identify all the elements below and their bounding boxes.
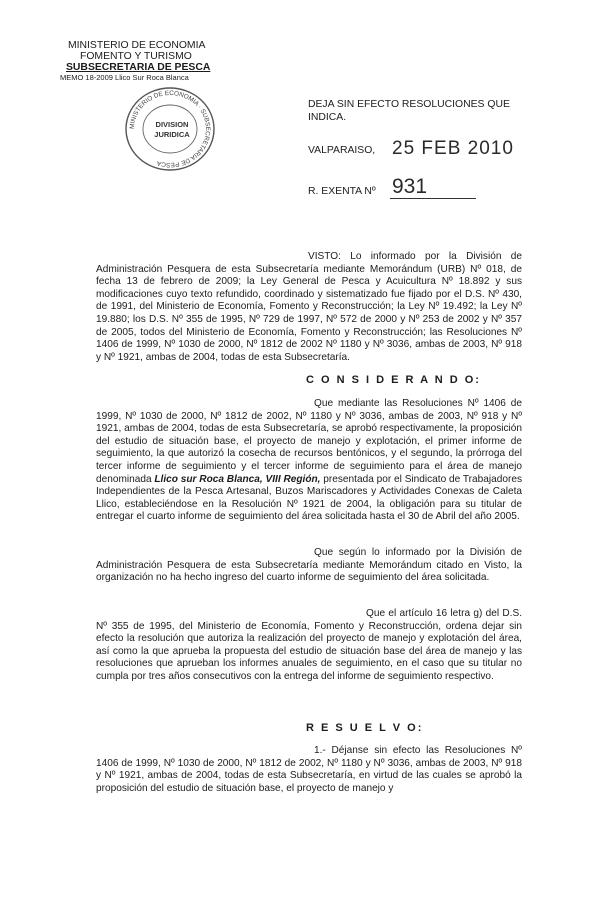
resolution-subject [308, 98, 510, 124]
seal-center-line-2: JURIDICA [154, 130, 190, 139]
resuelvo-paragraph-1 [96, 745, 522, 795]
considerando-3-lead: Que el artículo 16 letra g) del D.S. Nº 355 [96, 608, 522, 632]
considerando-paragraph-2 [96, 547, 522, 585]
memo-reference: MEMO 18-2009 Llico Sur Roca Blanca [60, 73, 189, 82]
ministry-name-2: FOMENTO Y TURISMO [80, 51, 192, 62]
visto-body: Administración Pesquera de esta Subsecretaría mediante Memorándum (URB) Nº 018, de fecha 13 de febrero de 2009; la Ley General de Pesca y Acuicultura Nº 18.892 y sus modificaciones cuyo texto refundido, coordinado y sistematizado fue fijado por el D.S. Nº 430, de 1991, del Ministerio de Economía, Fomento y Reconstrucción; la Ley Nº 19.492; la Ley Nº 19.880; los D.S. Nº 355 de 1995, Nº 729 de 1997, Nº 572 de 2000 y Nº 253 de 2002 y Nº 357 de 2005, todos del Ministerio de Economía, Fomento y Reconstrucción; las Resoluciones Nº 1406 de 1999, Nº 1030 de 2000, Nº 1812 de 2002 Nº 1180 y Nº 3036, ambas de 2003, Nº 918 y Nº 1921, ambas de 2004, todas de esta Subsecretaría. [96, 263, 522, 363]
visto-lead: VISTO: Lo informado por la División de [308, 251, 522, 262]
considerando-1-lead: Que mediante las Resoluciones Nº 1406 de [314, 398, 522, 409]
considerando-1-body-b: presentada por el Sindicato de Trabajadores Independientes de la Pesca Artesanal, Buzos Mariscadores y Actividades Conexas de Caleta Llico, estableciéndose en la Resolución Nº 1921 de 2004, la obligación para su titular de entregar el cuarto informe de seguimiento del área solicitada hasta el 30 de Abril del año 2005. [96, 473, 522, 523]
place-label: VALPARAISO, [308, 145, 376, 156]
considerando-3-body: de 1995, del Ministerio de Economía, Fomento y Reconstrucción, ordena dejar sin efecto la resolución que autoriza la realización del proyecto de manejo y explotación del área, así como la que aprueba la propuesta del estudio de situación base del área de manejo y las resoluciones que aprueban los informes anuales de seguimiento, en el caso que su titular no cumpla por tres años consecutivos con la entrega del informe de seguimiento respectivo. [96, 620, 522, 682]
resolution-number: 931 [392, 175, 428, 198]
ministry-name: MINISTERIO DE ECONOMIA [68, 40, 206, 51]
considerando-1-body-a: 1999, Nº 1030 de 2000, Nº 1812 de 2002, Nº 1180 y Nº 3036, ambas de 2003, Nº 918 y Nº 1921, ambas de 2004, todas de esta Subsecretaría, se aprobó respectivamente, la proposición del estudio de situación base, el proyecto de manejo y explotación, el primer informe de seguimiento, la que autorizó la cosecha de recursos bentónicos, y el segundo, la prórroga del tercer informe de seguimiento y el tercer informe de seguimiento para el área de manejo denominada [96, 410, 522, 485]
resuelvo-heading: R E S U E L V O: [306, 722, 424, 734]
management-area-name: Llico sur Roca Blanca, VIII Región, [154, 473, 321, 485]
letterhead [60, 40, 260, 83]
considerando-paragraph-1 [96, 398, 522, 524]
seal-ring-text: MINISTERIO DE ECONOMIA · SUBSECRETARIA DE PESCA [128, 89, 212, 169]
considerando-heading: C O N S I D E R A N D O: [306, 374, 481, 386]
subject-line-1: DEJA SIN EFECTO RESOLUCIONES QUE [308, 99, 510, 110]
undersecretary-name: SUBSECRETARIA DE PESCA [66, 62, 211, 73]
considerando-2-body: Administración Pesquera de esta Subsecretaría mediante Memorándum citado en Visto, la organización no ha hecho ingreso del cuarto informe de seguimiento del área solicitada. [96, 559, 522, 584]
considerando-paragraph-3 [96, 608, 522, 684]
considerando-2-lead: Que según lo informado por la División de [314, 547, 522, 558]
resolution-number-underline [390, 198, 476, 199]
resuelvo-1-lead: 1.- Déjanse sin efecto las Resoluciones Nº [314, 745, 522, 756]
subject-line-2: INDICA. [308, 112, 347, 123]
division-juridica-seal [120, 84, 220, 174]
date-stamp: 25 FEB 2010 [392, 138, 514, 159]
resuelvo-1-body: 1406 de 1999, Nº 1030 de 2000, Nº 1812 de 2002, Nº 1180 y Nº 3036, ambas de 2003, Nº 918 y Nº 1921, ambas de 2004, todas de esta Subsecretaría, en virtud de las cuales se aprobó la proposición del estudio de situación base, el proyecto de manejo y [96, 757, 522, 794]
seal-center-line-1: DIVISION [155, 120, 189, 129]
resolution-label: R. EXENTA Nº [308, 186, 376, 197]
visto-paragraph [96, 251, 522, 364]
